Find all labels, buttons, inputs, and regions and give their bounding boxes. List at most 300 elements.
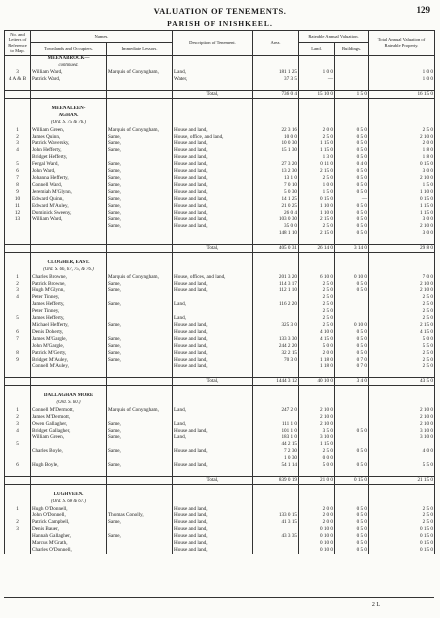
total-valuation: 3 0 0 — [369, 230, 435, 237]
empty-cell — [253, 386, 299, 393]
empty-cell — [107, 469, 173, 476]
area-value — [253, 329, 299, 336]
total-valuation — [369, 441, 435, 448]
buildings-valuation: 0 5 0 — [335, 519, 369, 526]
occupier-name: Marcus M'Grath, — [31, 540, 107, 547]
buildings-valuation: 0 10 0 — [335, 274, 369, 281]
ref-cell — [5, 400, 31, 407]
area-value — [253, 414, 299, 421]
occupier-name: Denis Bauer, — [31, 526, 107, 533]
table-row — [5, 147, 435, 154]
lessor-name: Same, — [107, 519, 173, 526]
empty-cell — [299, 370, 335, 377]
land-valuation: 2 0 0 — [299, 506, 335, 513]
empty-cell — [335, 400, 369, 407]
table-row — [5, 294, 435, 301]
ref-cell — [5, 476, 31, 484]
empty-cell — [299, 237, 335, 244]
empty-cell — [173, 484, 253, 491]
table-row — [5, 434, 435, 441]
lessor-name: Same, — [107, 462, 173, 469]
tenement-description: House and land, — [173, 168, 253, 175]
tenement-description: House and land, — [173, 547, 253, 554]
table-row — [5, 506, 435, 513]
table-row — [5, 175, 435, 182]
empty-cell — [299, 393, 335, 400]
lessor-name — [107, 315, 173, 322]
col-header-total: Total Annual Valuation of Rateable Property. — [369, 31, 435, 56]
tenement-description: Water, — [173, 76, 253, 83]
total-valuation: 2 5 0 — [369, 363, 435, 370]
occupier-name: Bridget Hefferty, — [31, 154, 107, 161]
tenement-description: House and land, — [173, 210, 253, 217]
tenement-description: House and land, — [173, 329, 253, 336]
map-ref — [5, 343, 31, 350]
map-ref: 5 — [5, 441, 31, 448]
ref-cell — [5, 113, 31, 120]
ref-cell — [5, 499, 31, 506]
townland-name: AGHAN. — [31, 113, 107, 120]
buildings-valuation: 0 5 0 — [335, 216, 369, 223]
occupier-name: Patrick M'Gerty, — [31, 350, 107, 357]
empty-cell — [31, 237, 107, 244]
map-ref — [5, 434, 31, 441]
map-ref — [5, 455, 31, 462]
empty-cell — [369, 499, 435, 506]
valuation-total: 16 15 0 — [369, 91, 435, 99]
col-header-rateable: Rateable Annual Valuation. — [299, 31, 369, 43]
total-valuation: 5 5 0 — [369, 462, 435, 469]
empty-cell — [107, 55, 173, 62]
total-valuation: 2 10 0 — [369, 175, 435, 182]
occupier-name: Johanna Hefferty, — [31, 175, 107, 182]
map-ref: 1 — [5, 127, 31, 134]
empty-cell — [31, 484, 107, 491]
land-valuation: 1 5 0 — [299, 189, 335, 196]
empty-cell — [299, 63, 335, 70]
total-valuation: 2 5 0 — [369, 315, 435, 322]
empty-cell — [253, 237, 299, 244]
buildings-valuation: 0 5 0 — [335, 281, 369, 288]
area-value — [253, 547, 299, 554]
empty-cell — [31, 252, 107, 259]
map-ref: 4 — [5, 294, 31, 301]
land-valuation: 2 5 0 — [299, 301, 335, 308]
tenement-description: House, offices, and land, — [173, 274, 253, 281]
table-row — [5, 441, 435, 448]
total-valuation: 2 5 0 — [369, 301, 435, 308]
empty-cell — [299, 469, 335, 476]
total-valuation: 2 15 0 — [369, 322, 435, 329]
occupier-name: James M'Dermott, — [31, 414, 107, 421]
total-valuation: 1 0 0 — [369, 76, 435, 83]
empty-cell — [369, 393, 435, 400]
table-row — [5, 462, 435, 469]
buildings-valuation — [335, 301, 369, 308]
empty-cell — [173, 83, 253, 90]
total-valuation: 1 15 0 — [369, 210, 435, 217]
area-value: 181 1 25 — [253, 69, 299, 76]
area-value: 13 2 30 — [253, 168, 299, 175]
occupier-name: Charles Boyle, — [31, 448, 107, 455]
empty-cell — [299, 120, 335, 127]
area-total: 1444 3 12 — [253, 378, 299, 386]
townland-name: MEENABROCK— — [31, 55, 107, 62]
total-valuation: 2 10 0 — [369, 134, 435, 141]
col-header-names: Names. — [31, 31, 173, 43]
buildings-valuation: — — [335, 196, 369, 203]
map-ref: 12 — [5, 210, 31, 217]
empty-cell — [335, 113, 369, 120]
area-value: 114 3 17 — [253, 281, 299, 288]
section-subheading-row — [5, 400, 435, 407]
area-total: 405 0 31 — [253, 245, 299, 253]
occupier-name: Patrick Waversky, — [31, 140, 107, 147]
land-valuation: 1 0 0 — [299, 69, 335, 76]
buildings-valuation: 0 5 0 — [335, 428, 369, 435]
table-row — [5, 281, 435, 288]
total-row — [5, 476, 435, 484]
map-ref: 13 — [5, 216, 31, 223]
map-ref: 6 — [5, 329, 31, 336]
occupier-name: James M'Gargle, — [31, 336, 107, 343]
land-valuation: 1 0 0 — [299, 182, 335, 189]
lessor-name: Same, — [107, 434, 173, 441]
empty-cell — [31, 386, 107, 393]
area-total: 736 0 4 — [253, 91, 299, 99]
total-valuation: 0 15 0 — [369, 533, 435, 540]
empty-cell — [335, 469, 369, 476]
empty-cell — [335, 499, 369, 506]
land-valuation: 2 10 0 — [299, 414, 335, 421]
tenement-description: House and land, — [173, 161, 253, 168]
tenement-description: House and land, — [173, 519, 253, 526]
empty-cell — [173, 499, 253, 506]
occupier-name: Charles O'Donnell, — [31, 547, 107, 554]
total-valuation: 0 15 0 — [369, 196, 435, 203]
tenement-description: Land, — [173, 421, 253, 428]
empty-cell — [335, 267, 369, 274]
map-ref — [5, 154, 31, 161]
map-ref: 7 — [5, 175, 31, 182]
empty-cell — [369, 484, 435, 491]
buildings-valuation: 0 5 0 — [335, 526, 369, 533]
tenement-description — [173, 230, 253, 237]
spacer-row — [5, 99, 435, 106]
total-valuation: 2 5 0 — [369, 506, 435, 513]
buildings-valuation — [335, 294, 369, 301]
empty-cell — [335, 370, 369, 377]
spacer-row — [5, 469, 435, 476]
tenement-description: House and land, — [173, 336, 253, 343]
tenement-description: House and land, — [173, 189, 253, 196]
empty-cell — [369, 386, 435, 393]
empty-cell — [5, 252, 31, 259]
map-ref: 2 — [5, 414, 31, 421]
map-ref: 4 — [5, 428, 31, 435]
valuation-total: 29 8 0 — [369, 245, 435, 253]
buildings-valuation: 0 5 0 — [335, 512, 369, 519]
col-header-area: Area. — [253, 31, 299, 56]
map-ref: 2 — [5, 281, 31, 288]
total-valuation: 3 10 0 — [369, 434, 435, 441]
tenement-description: House and land, — [173, 154, 253, 161]
area-value: 70 3 0 — [253, 357, 299, 364]
tenement-description: House and land, — [173, 147, 253, 154]
col-header-lessors: Immediate Lessors. — [107, 43, 173, 55]
empty-cell — [5, 99, 31, 106]
buildings-valuation: 0 5 0 — [335, 203, 369, 210]
tenement-description: Land, — [173, 69, 253, 76]
buildings-valuation: 0 5 0 — [335, 343, 369, 350]
empty-cell — [253, 370, 299, 377]
occupier-name: William Green, — [31, 127, 107, 134]
empty-cell — [173, 120, 253, 127]
empty-cell — [107, 63, 173, 70]
valuation-table — [4, 30, 435, 554]
buildings-valuation: 0 5 0 — [335, 168, 369, 175]
ordnance-sheet: (Ord. S. 66, 67, 75, & 76.) — [31, 267, 107, 274]
buildings-total: 1 5 0 — [335, 91, 369, 99]
table-row — [5, 407, 435, 414]
buildings-valuation: 0 5 0 — [335, 287, 369, 294]
area-value: 37 3 5 — [253, 76, 299, 83]
total-valuation: 2 5 0 — [369, 357, 435, 364]
total-valuation: 0 15 0 — [369, 161, 435, 168]
buildings-valuation: 0 5 0 — [335, 336, 369, 343]
lessor-name: Same, — [107, 281, 173, 288]
buildings-valuation: 0 5 0 — [335, 506, 369, 513]
ref-cell — [5, 63, 31, 70]
tenement-description: House and land, — [173, 462, 253, 469]
lessor-name: Same, — [107, 301, 173, 308]
occupier-name: James Hefferty, — [31, 315, 107, 322]
area-value: 10 0 30 — [253, 140, 299, 147]
empty-cell — [369, 469, 435, 476]
table-row — [5, 315, 435, 322]
area-value: 112 1 10 — [253, 287, 299, 294]
section-heading-row — [5, 106, 435, 113]
occupier-name — [31, 455, 107, 462]
lessor-name: Same, — [107, 357, 173, 364]
total-valuation: 2 5 0 — [369, 308, 435, 315]
empty-cell — [299, 106, 335, 113]
table-row — [5, 168, 435, 175]
buildings-valuation: 0 5 0 — [335, 462, 369, 469]
lessor-name: Marquis of Conyngham, — [107, 69, 173, 76]
empty-cell — [369, 267, 435, 274]
area-value — [253, 154, 299, 161]
ref-cell — [5, 91, 31, 99]
buildings-valuation: 0 5 0 — [335, 230, 369, 237]
empty-cell — [31, 378, 107, 386]
tenement-description: Land, — [173, 301, 253, 308]
lessor-name: Same, — [107, 350, 173, 357]
buildings-valuation: 0 5 0 — [335, 182, 369, 189]
buildings-valuation: 0 5 0 — [335, 329, 369, 336]
occupier-name: Bridget M'Auley, — [31, 357, 107, 364]
tenement-description: House and land, — [173, 175, 253, 182]
total-valuation: 0 15 0 — [369, 526, 435, 533]
empty-cell — [299, 99, 335, 106]
buildings-valuation: 0 5 0 — [335, 210, 369, 217]
empty-cell — [253, 484, 299, 491]
empty-cell — [107, 106, 173, 113]
section-subheading-row — [5, 63, 435, 70]
buildings-valuation: 0 7 0 — [335, 357, 369, 364]
map-ref — [5, 512, 31, 519]
land-valuation: 1 10 0 — [299, 210, 335, 217]
land-valuation: 1 18 0 — [299, 363, 335, 370]
lessor-name: Same, — [107, 210, 173, 217]
tenement-description: House and land, — [173, 281, 253, 288]
map-ref: 7 — [5, 336, 31, 343]
spacer-row — [5, 237, 435, 244]
empty-cell — [299, 267, 335, 274]
empty-cell — [173, 469, 253, 476]
ordnance-sheet: (Ord. S. 60.) — [31, 400, 107, 407]
buildings-valuation: 0 5 0 — [335, 134, 369, 141]
total-valuation: 2 5 0 — [369, 512, 435, 519]
total-label: Total, — [173, 378, 253, 386]
area-value: 43 3 35 — [253, 533, 299, 540]
area-total: 839 0 19 — [253, 476, 299, 484]
occupier-name: Peter Tinney, — [31, 294, 107, 301]
empty-cell — [253, 99, 299, 106]
occupier-name: John Ward, — [31, 168, 107, 175]
townland-name: DALLAGHAN MORE — [31, 393, 107, 400]
empty-cell — [253, 499, 299, 506]
ref-cell — [5, 260, 31, 267]
empty-cell — [173, 106, 253, 113]
empty-cell — [107, 237, 173, 244]
land-total: 15 10 0 — [299, 91, 335, 99]
total-valuation: 2 10 0 — [369, 414, 435, 421]
buildings-valuation — [335, 407, 369, 414]
tenement-description: House and land, — [173, 540, 253, 547]
total-valuation — [369, 455, 435, 462]
land-valuation: 2 10 0 — [299, 421, 335, 428]
section-heading-row — [5, 113, 435, 120]
col-header-townlands: Townlands and Occupiers. — [31, 43, 107, 55]
ref-cell — [5, 267, 31, 274]
table-row — [5, 322, 435, 329]
lessor-name: Same, — [107, 343, 173, 350]
lessor-name: Marquis of Conyngham, — [107, 407, 173, 414]
lessor-name — [107, 154, 173, 161]
table-row — [5, 134, 435, 141]
empty-cell — [299, 400, 335, 407]
land-valuation: 0 0 0 — [299, 455, 335, 462]
area-value: 26 0 4 — [253, 210, 299, 217]
area-value: 41 3 15 — [253, 519, 299, 526]
total-valuation: 2 5 0 — [369, 127, 435, 134]
ref-cell — [5, 245, 31, 253]
empty-cell — [253, 55, 299, 62]
empty-cell — [173, 260, 253, 267]
table-row — [5, 428, 435, 435]
map-ref — [5, 540, 31, 547]
empty-cell — [107, 378, 173, 386]
map-ref: 3 — [5, 526, 31, 533]
tenement-description — [173, 455, 253, 462]
buildings-valuation: 0 5 0 — [335, 140, 369, 147]
area-value: 5 0 30 — [253, 189, 299, 196]
area-value: 10 0 0 — [253, 134, 299, 141]
table-row — [5, 357, 435, 364]
land-total: 21 0 0 — [299, 476, 335, 484]
col-header-land: Land. — [299, 43, 335, 55]
map-ref: 3 — [5, 69, 31, 76]
empty-cell — [173, 55, 253, 62]
spacer-row — [5, 83, 435, 90]
empty-cell — [299, 499, 335, 506]
tenement-description: House and land, — [173, 357, 253, 364]
occupier-name: Connell Ward, — [31, 182, 107, 189]
lessor-name — [107, 526, 173, 533]
empty-cell — [299, 492, 335, 499]
empty-cell — [173, 267, 253, 274]
land-valuation: 4 15 0 — [299, 336, 335, 343]
occupier-name: Denis Doherty, — [31, 329, 107, 336]
tenement-description: House and land, — [173, 533, 253, 540]
section-heading-row — [5, 492, 435, 499]
empty-cell — [253, 267, 299, 274]
table-row — [5, 287, 435, 294]
buildings-valuation — [335, 414, 369, 421]
buildings-valuation — [335, 455, 369, 462]
tenement-description: House and land, — [173, 506, 253, 513]
total-valuation: 3 0 0 — [369, 216, 435, 223]
map-ref: 2 — [5, 519, 31, 526]
land-valuation: 2 0 0 — [299, 519, 335, 526]
lessor-name — [107, 230, 173, 237]
table-row — [5, 216, 435, 223]
empty-cell — [173, 400, 253, 407]
page-number: 129 — [416, 5, 430, 15]
empty-cell — [173, 386, 253, 393]
table-row — [5, 223, 435, 230]
bottom-rule — [4, 597, 434, 598]
signature-mark: 2 L — [371, 602, 380, 608]
buildings-total: 0 15 0 — [335, 476, 369, 484]
land-valuation: 1 3 0 — [299, 154, 335, 161]
land-valuation: 5 0 0 — [299, 462, 335, 469]
empty-cell — [173, 113, 253, 120]
map-ref: 1 — [5, 407, 31, 414]
total-valuation: 0 15 0 — [369, 540, 435, 547]
empty-cell — [369, 63, 435, 70]
valuation-total: 21 15 0 — [369, 476, 435, 484]
area-value: 22 3 16 — [253, 127, 299, 134]
occupier-name: John M'Gargle, — [31, 343, 107, 350]
map-ref: 10 — [5, 196, 31, 203]
land-valuation: 6 10 0 — [299, 274, 335, 281]
occupier-name: Connell M'Dermott, — [31, 407, 107, 414]
total-valuation: 2 10 0 — [369, 407, 435, 414]
lessor-name: Same, — [107, 196, 173, 203]
buildings-valuation: 0 5 0 — [335, 154, 369, 161]
townland-name: MEENALEEN- — [31, 106, 107, 113]
land-valuation: 2 10 0 — [299, 407, 335, 414]
lessor-name — [107, 506, 173, 513]
section-subheading-row — [5, 499, 435, 506]
map-ref: 1 — [5, 274, 31, 281]
empty-cell — [5, 237, 31, 244]
empty-cell — [173, 99, 253, 106]
total-label: Total, — [173, 245, 253, 253]
occupier-name: Fergal Ward, — [31, 161, 107, 168]
